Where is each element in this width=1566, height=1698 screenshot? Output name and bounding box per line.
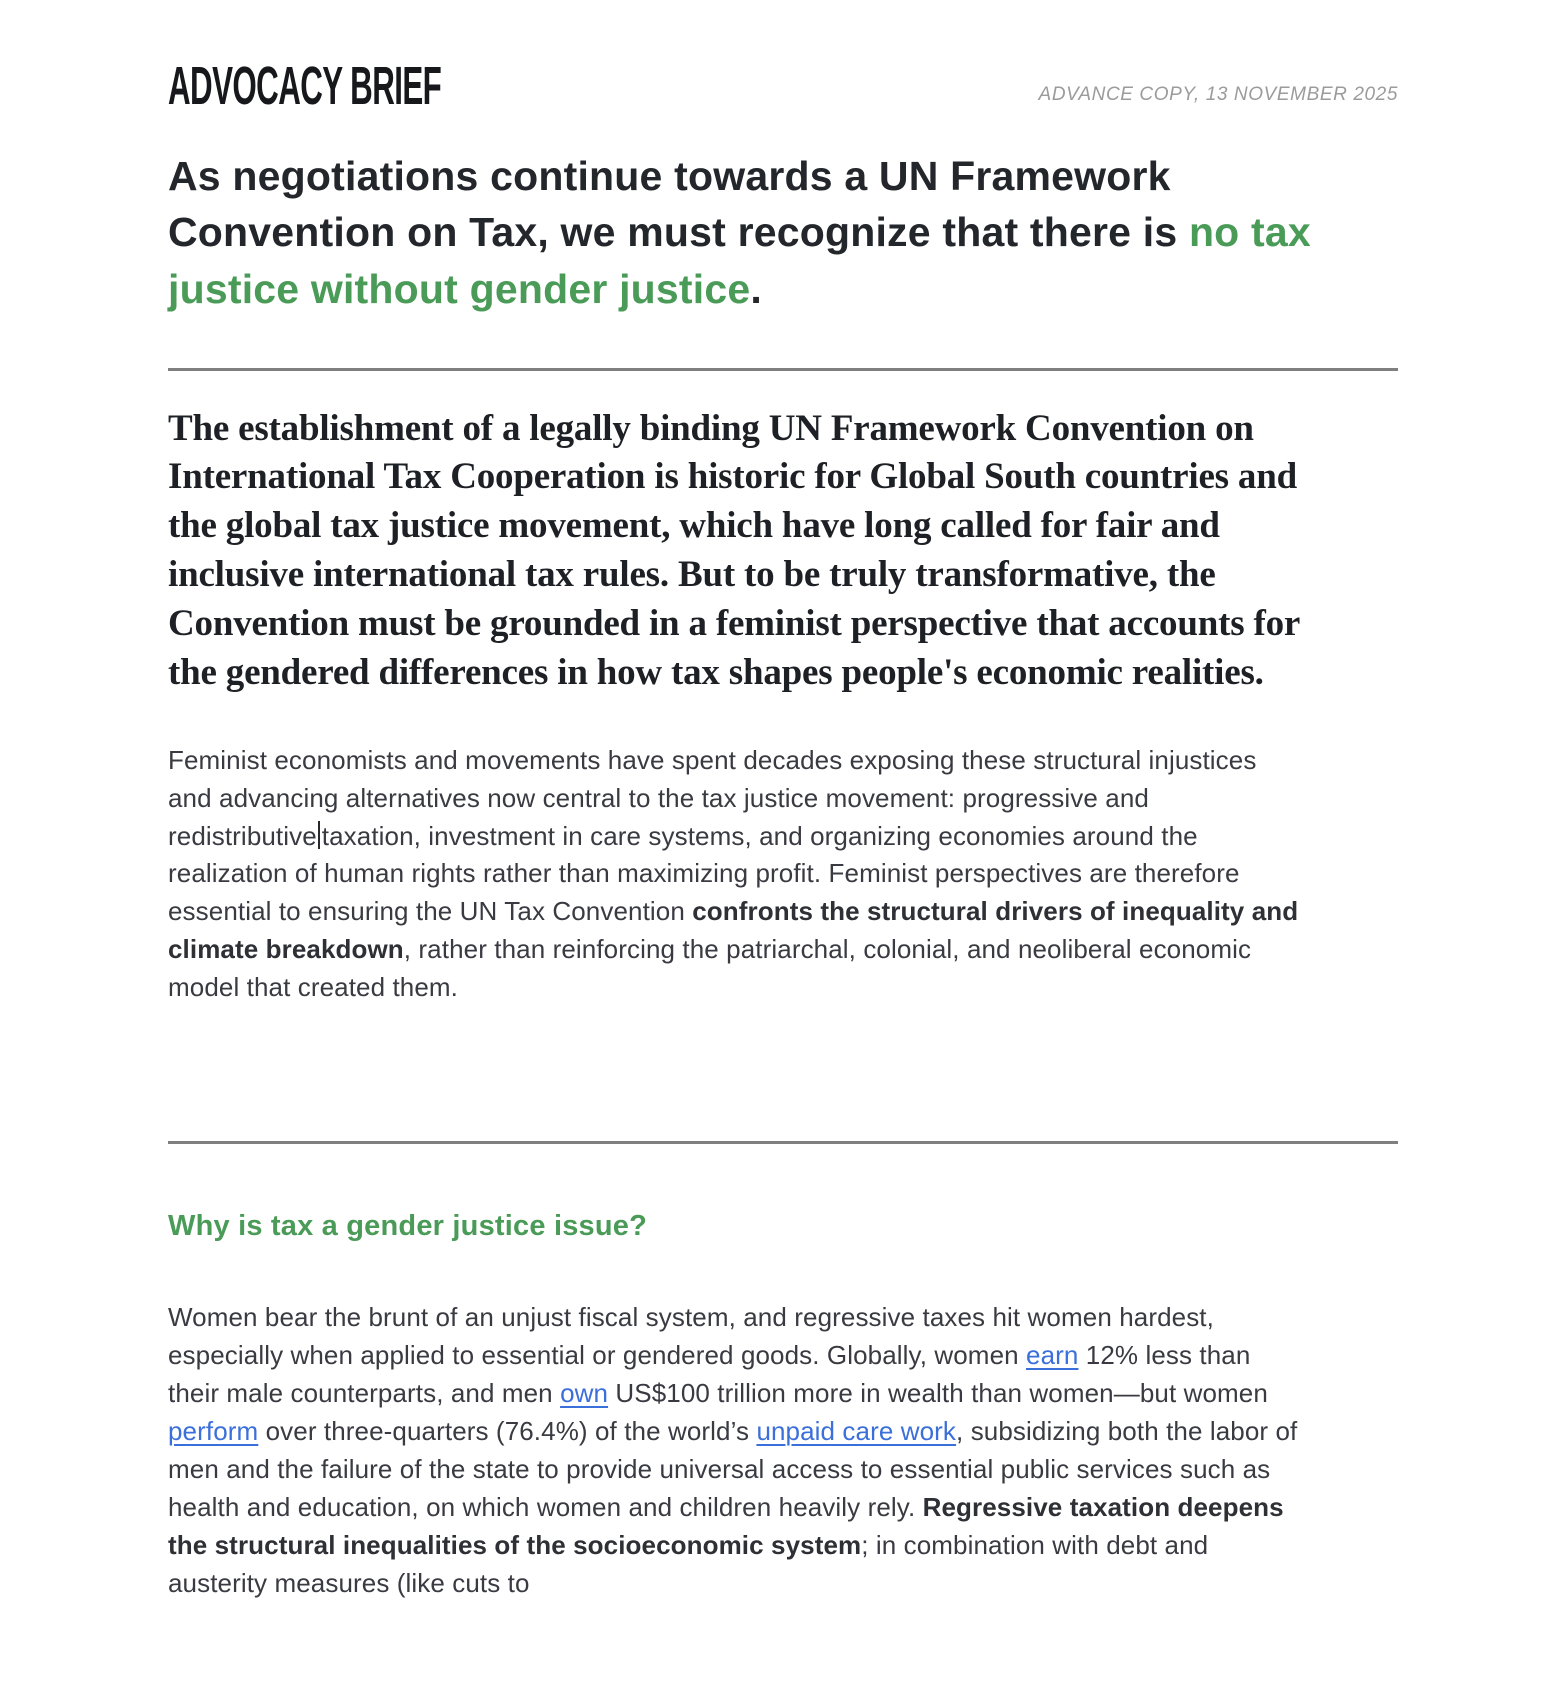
advance-copy-date: ADVANCE COPY, 13 NOVEMBER 2025 — [1038, 83, 1398, 105]
page-title — [168, 148, 1328, 318]
text-segment: Women bear the brunt of an unjust fiscal system, and regressive taxes hit women hardest, especially when applied to essential or gendered goods. Globally, women — [168, 1302, 1214, 1371]
section-heading-gender-justice: Why is tax a gender justice issue? — [168, 1210, 648, 1243]
lede-paragraph: The establishment of a legally binding UN Framework Convention on International Tax Cooperation is historic for Global South countries and the global tax justice movement, which have long called for fair and inclusive international tax rules. But to be truly transformative, the Convention must be grounded in a feminist perspective that accounts for the gendered differences in how tax shapes people's economic realities. — [168, 407, 1300, 693]
text-caret — [318, 821, 320, 850]
text-segment: over three-quarters (76.4%) of the world’s — [258, 1416, 757, 1447]
text-segment: . — [750, 266, 762, 313]
text-segment: confronts the structural drivers of inequality and climate breakdown — [168, 896, 1299, 965]
inline-link[interactable]: own — [560, 1378, 609, 1409]
text-segment: , subsidizing both the labor of men and the failure of the state to provide universal access to essential public services such as health and education, on which women and children heavily rely. — [168, 1416, 1298, 1523]
inline-link[interactable]: perform — [168, 1416, 259, 1447]
text-segment: As negotiations continue towards a UN Framework Convention on Tax, we must recognize that there is — [168, 152, 1189, 256]
divider-top — [168, 368, 1398, 371]
document-header — [168, 56, 1398, 116]
text-segment: Regressive taxation deepens the structural inequalities of the socioeconomic system — [168, 1492, 1284, 1560]
text-segment: , rather than reinforcing the patriarchal, colonial, and neoliberal economic model that created them. — [168, 934, 1252, 1003]
text-segment: Feminist economists and movements have spent decades exposing these structural injustices and advancing alternatives now central to the tax justice movement: progressive and redistributive — [168, 744, 1257, 851]
text-segment: US$100 trillion more in wealth than women—but women — [608, 1378, 1268, 1409]
divider-middle — [168, 1141, 1398, 1144]
text-segment: 12% less than their male counterparts, and men — [168, 1340, 1251, 1409]
text-segment: no tax justice without gender justice — [168, 209, 1311, 313]
body-paragraph — [168, 1299, 1303, 1603]
intro-paragraph — [168, 742, 1303, 1008]
inline-link[interactable]: earn — [1026, 1340, 1079, 1371]
masthead-title: ADVOCACY BRIEF — [168, 56, 442, 116]
text-segment: taxation, investment in care systems, and organizing economies around the realization of human rights rather than maximizing profit. Feminist perspectives are therefore essential to ensuring the UN Tax Convention — [168, 820, 1240, 927]
inline-link[interactable]: unpaid care work — [756, 1416, 957, 1447]
text-segment: ; in combination with debt and austerity measures (like cuts to — [168, 1529, 1209, 1598]
